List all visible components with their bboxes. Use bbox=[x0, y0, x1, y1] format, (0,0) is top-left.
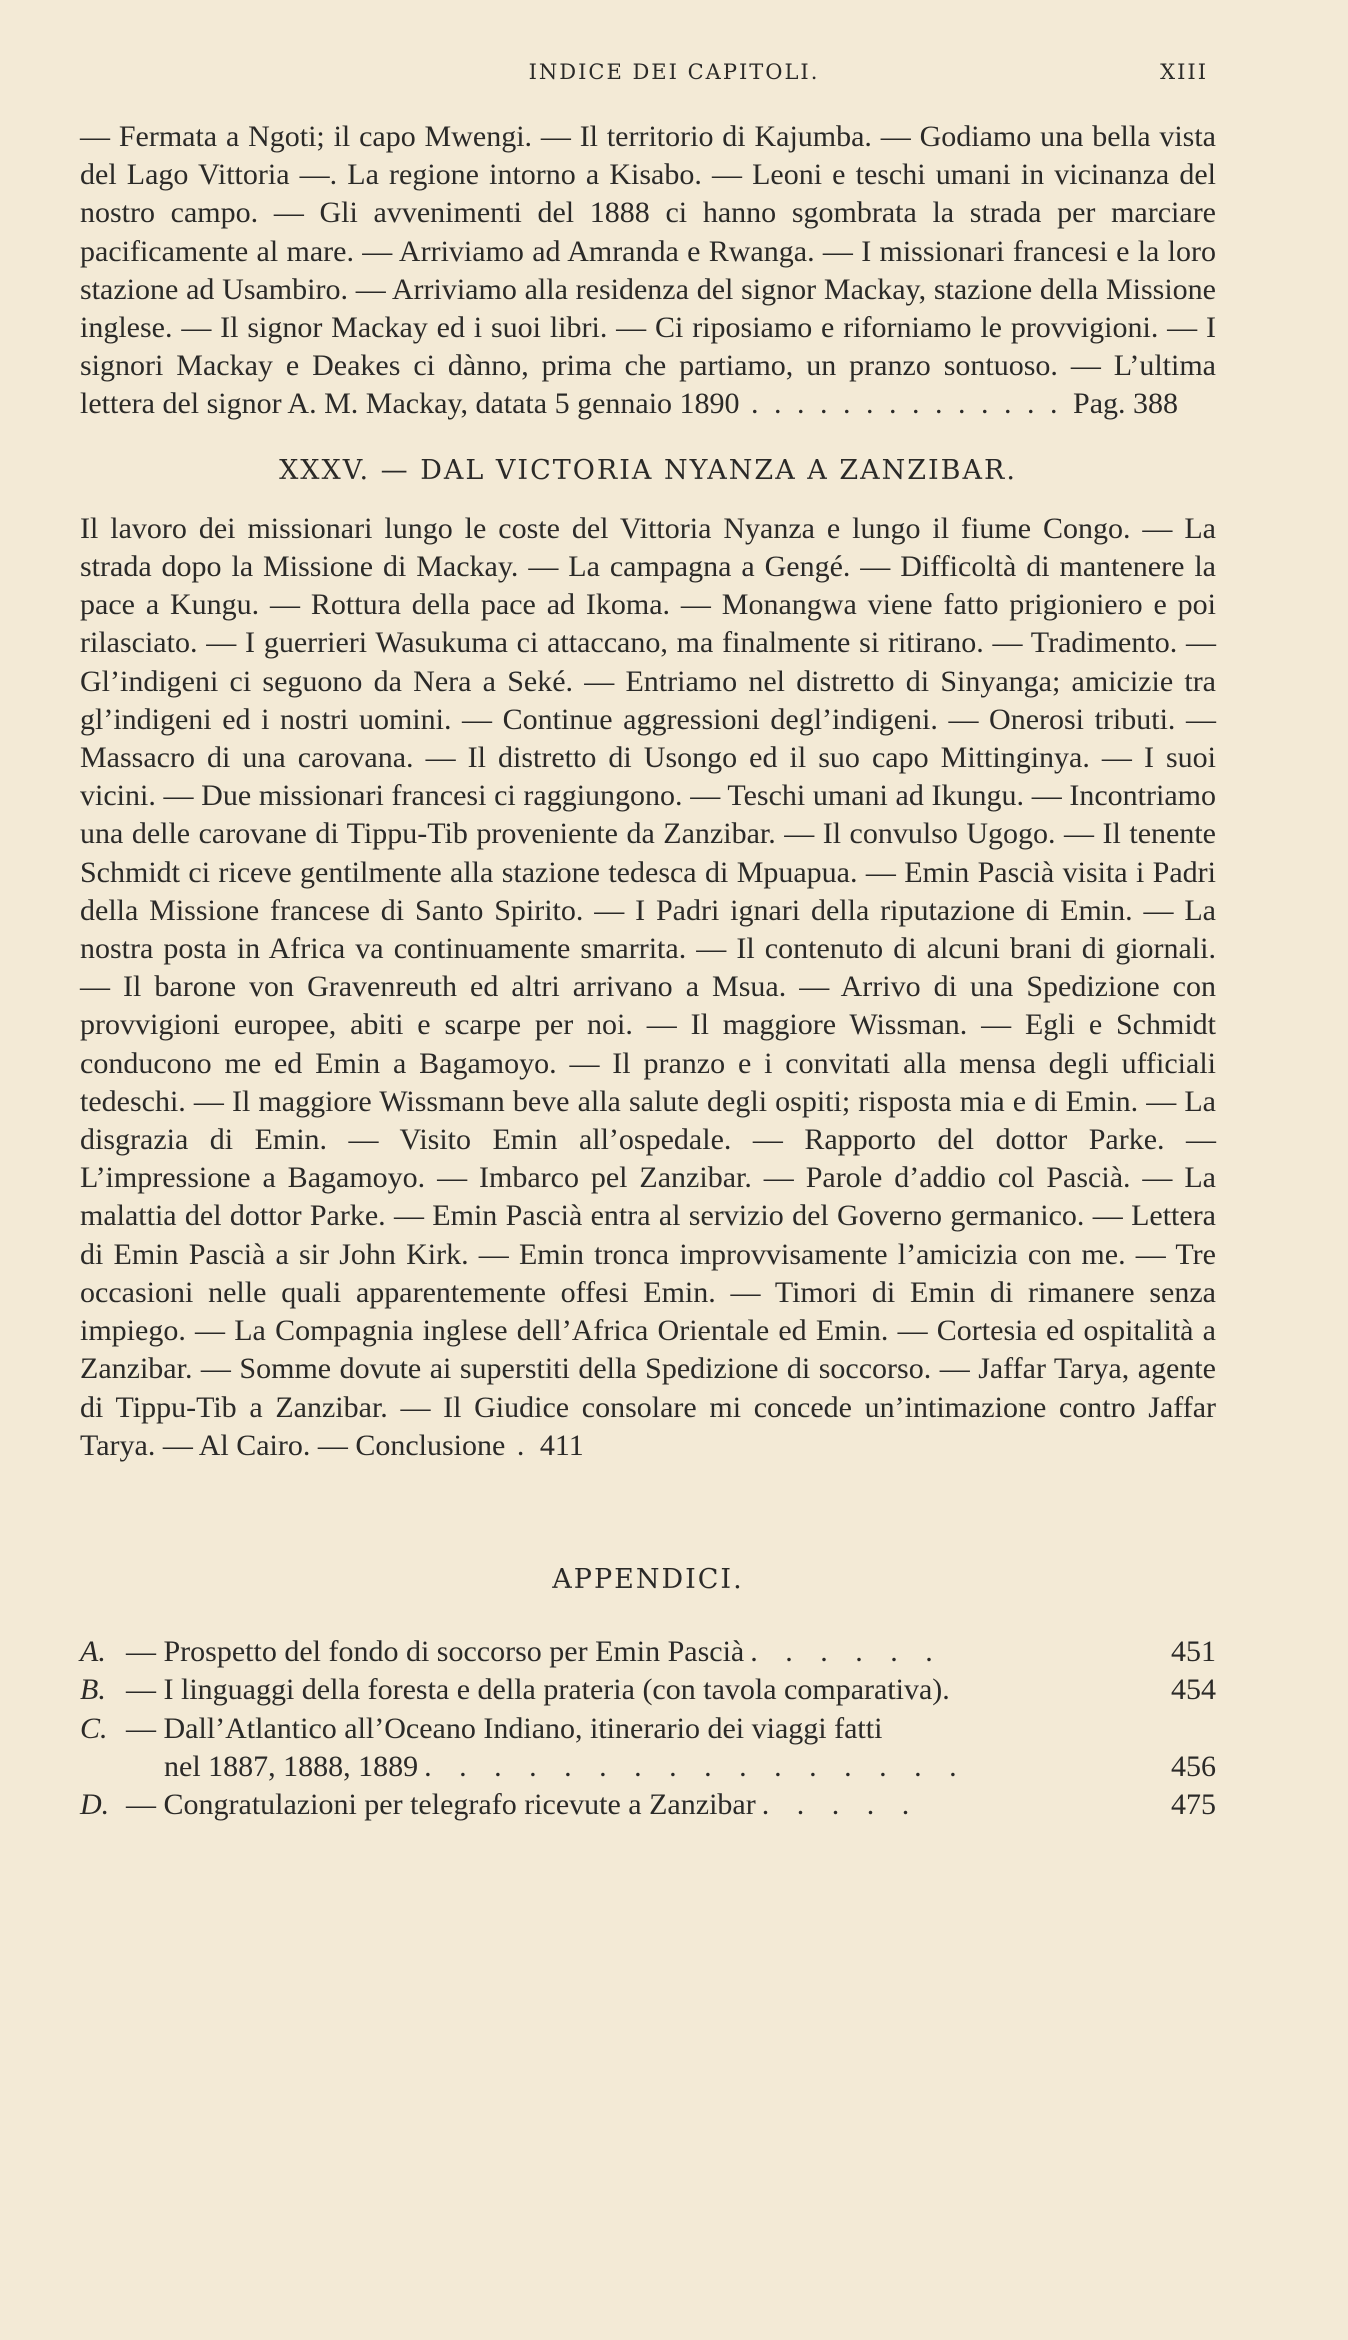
page-reference: 411 bbox=[539, 1428, 584, 1462]
chapter-heading: XXXV. — DAL VICTORIA NYANZA A ZANZIBAR. bbox=[279, 454, 1017, 486]
appendix-page: 451 bbox=[1171, 1635, 1216, 1669]
appendix-entry bbox=[80, 1710, 1216, 1748]
running-head bbox=[0, 60, 1348, 100]
appendix-letter: D. bbox=[80, 1787, 110, 1821]
appendix-title: — Congratulazioni per telegrafo ricevute a Zanzibar bbox=[126, 1787, 756, 1821]
appendix-letter: B. bbox=[80, 1673, 106, 1707]
appendix-entry bbox=[80, 1633, 1216, 1671]
appendix-title-continuation: nel 1887, 1888, 1889 bbox=[164, 1749, 419, 1783]
dot-leader: . . . . . bbox=[761, 1787, 920, 1821]
running-title: INDICE DEI CAPITOLI. bbox=[528, 60, 820, 84]
appendix-letter: C. bbox=[80, 1711, 108, 1745]
dot-leader: . . . . . . . . . . . . . . . . bbox=[424, 1749, 967, 1783]
dot-leader: . . . . . . . . . . . . . . bbox=[739, 387, 1074, 421]
summary-text: — Fermata a Ngoti; il capo Mwengi. — Il territorio di Kajumba. — Godiamo una bella vista del Lago Vittoria —. La regione intorno a Kisabo. — Leoni e teschi umani in vicinanza del nostro campo. — Gli avvenimenti del 1888 ci hanno sgombrata la strada per marciare pacificamente al mare. — Arriviamo ad Amranda e Rwanga. — I missionari francesi e la loro stazione ad Usambiro. — Arriviamo alla residenza del signor Mackay, stazione della Missione inglese. — Il signor Mackay ed i suoi libri. — Ci riposiamo e riforniamo le provvigioni. — I signori Mackay e Deakes ci dànno, prima che partiamo, un pranzo sontuoso. — L’ultima lettera del signor A. M. Mackay, datata 5 gennaio 1890 bbox=[80, 120, 1216, 421]
chapter-summary bbox=[80, 510, 1216, 1465]
appendix-page: 456 bbox=[1171, 1749, 1216, 1783]
appendix-letter: A. bbox=[80, 1635, 106, 1669]
appendix-title: — I linguaggi della foresta e della prateria (con tavola comparativa). bbox=[126, 1673, 950, 1707]
page-number: XIII bbox=[1160, 60, 1208, 84]
chapter-summary-continued bbox=[80, 118, 1216, 424]
page-reference: Pag. 388 bbox=[1073, 387, 1179, 421]
appendix-heading: APPENDICI. bbox=[552, 1563, 744, 1595]
appendix-title: — Dall’Atlantico all’Oceano Indiano, itinerario dei viaggi fatti bbox=[126, 1711, 883, 1745]
dot-leader: . . . . . . bbox=[750, 1635, 943, 1669]
appendix-page: 475 bbox=[1171, 1787, 1216, 1821]
index-body bbox=[80, 118, 1216, 1824]
appendix-entry bbox=[80, 1786, 1216, 1824]
appendix-page: 454 bbox=[1171, 1673, 1216, 1707]
appendix-entry-continuation bbox=[80, 1748, 1216, 1786]
dot-leader: . bbox=[505, 1428, 540, 1462]
appendix-title: — Prospetto del fondo di soccorso per Emin Pascià bbox=[126, 1635, 745, 1669]
appendix-entry bbox=[80, 1671, 1216, 1709]
summary-text: Il lavoro dei missionari lungo le coste del Vittoria Nyanza e lungo il fiume Congo. — La strada dopo la Missione di Mackay. — La campagna a Gengé. — Difficoltà di mantenere la pace a Kungu. — Rottura della pace ad Ikoma. — Monangwa viene fatto prigioniero e poi rilasciato. — I guerrieri Wasukuma ci attaccano, ma finalmente si ritirano. — Tradimento. — Gl’indigeni ci seguono da Nera a Seké. — Entriamo nel distretto di Sinyanga; amicizie tra gl’indigeni ed i nostri uomini. — Continue aggressioni degl’indigeni. — Onerosi tributi. — Massacro di una carovana. — Il distretto di Usongo ed il suo capo Mittinginya. — I suoi vicini. — Due missionari francesi ci raggiungono. — Teschi umani ad Ikungu. — Incontriamo una delle carovane di Tippu-Tib proveniente da Zanzibar. — Il convulso Ugogo. — Il tenente Schmidt ci riceve gentilmente alla stazione tedesca di Mpuapua. — Emin Pascià visita i Padri della Missione francese di Santo Spirito. — I Padri ignari della riputazione di Emin. — La nostra posta in Africa va continuamente smarrita. — Il contenuto di alcuni brani di giornali. — Il barone von Gravenreuth ed altri arrivano a Msua. — Arrivo di una Spedizione con provvigioni europee, abiti e scarpe per noi. — Il maggiore Wissman. — Egli e Schmidt conducono me ed Emin a Bagamoyo. — Il pranzo e i convitati alla mensa degli ufficiali tedeschi. — Il maggiore Wissmann beve alla salute degli ospiti; risposta mia e di Emin. — La disgrazia di Emin. — Visito Emin all’ospedale. — Rapporto del dottor Parke. — L’impressione a Bagamoyo. — Imbarco pel Zanzibar. — Parole d’addio col Pascià. — La malattia del dottor Parke. — Emin Pascià entra al servizio del Governo germanico. — Lettera di Emin Pascià a sir John Kirk. — Emin tronca improvvisamente l’amicizia con me. — Tre occasioni nelle quali apparentemente offesi Emin. — Timori di Emin di rimanere senza impiego. — La Compagnia inglese dell’Africa Orientale ed Emin. — Cortesia ed ospitalità a Zanzibar. — Somme dovute ai superstiti della Spedizione di soccorso. — Jaffar Tarya, agente di Tippu-Tib a Zanzibar. — Il Giudice consolare mi concede un’intimazione contro Jaffar Tarya. — Al Cairo. — Conclusione bbox=[80, 511, 1216, 1462]
